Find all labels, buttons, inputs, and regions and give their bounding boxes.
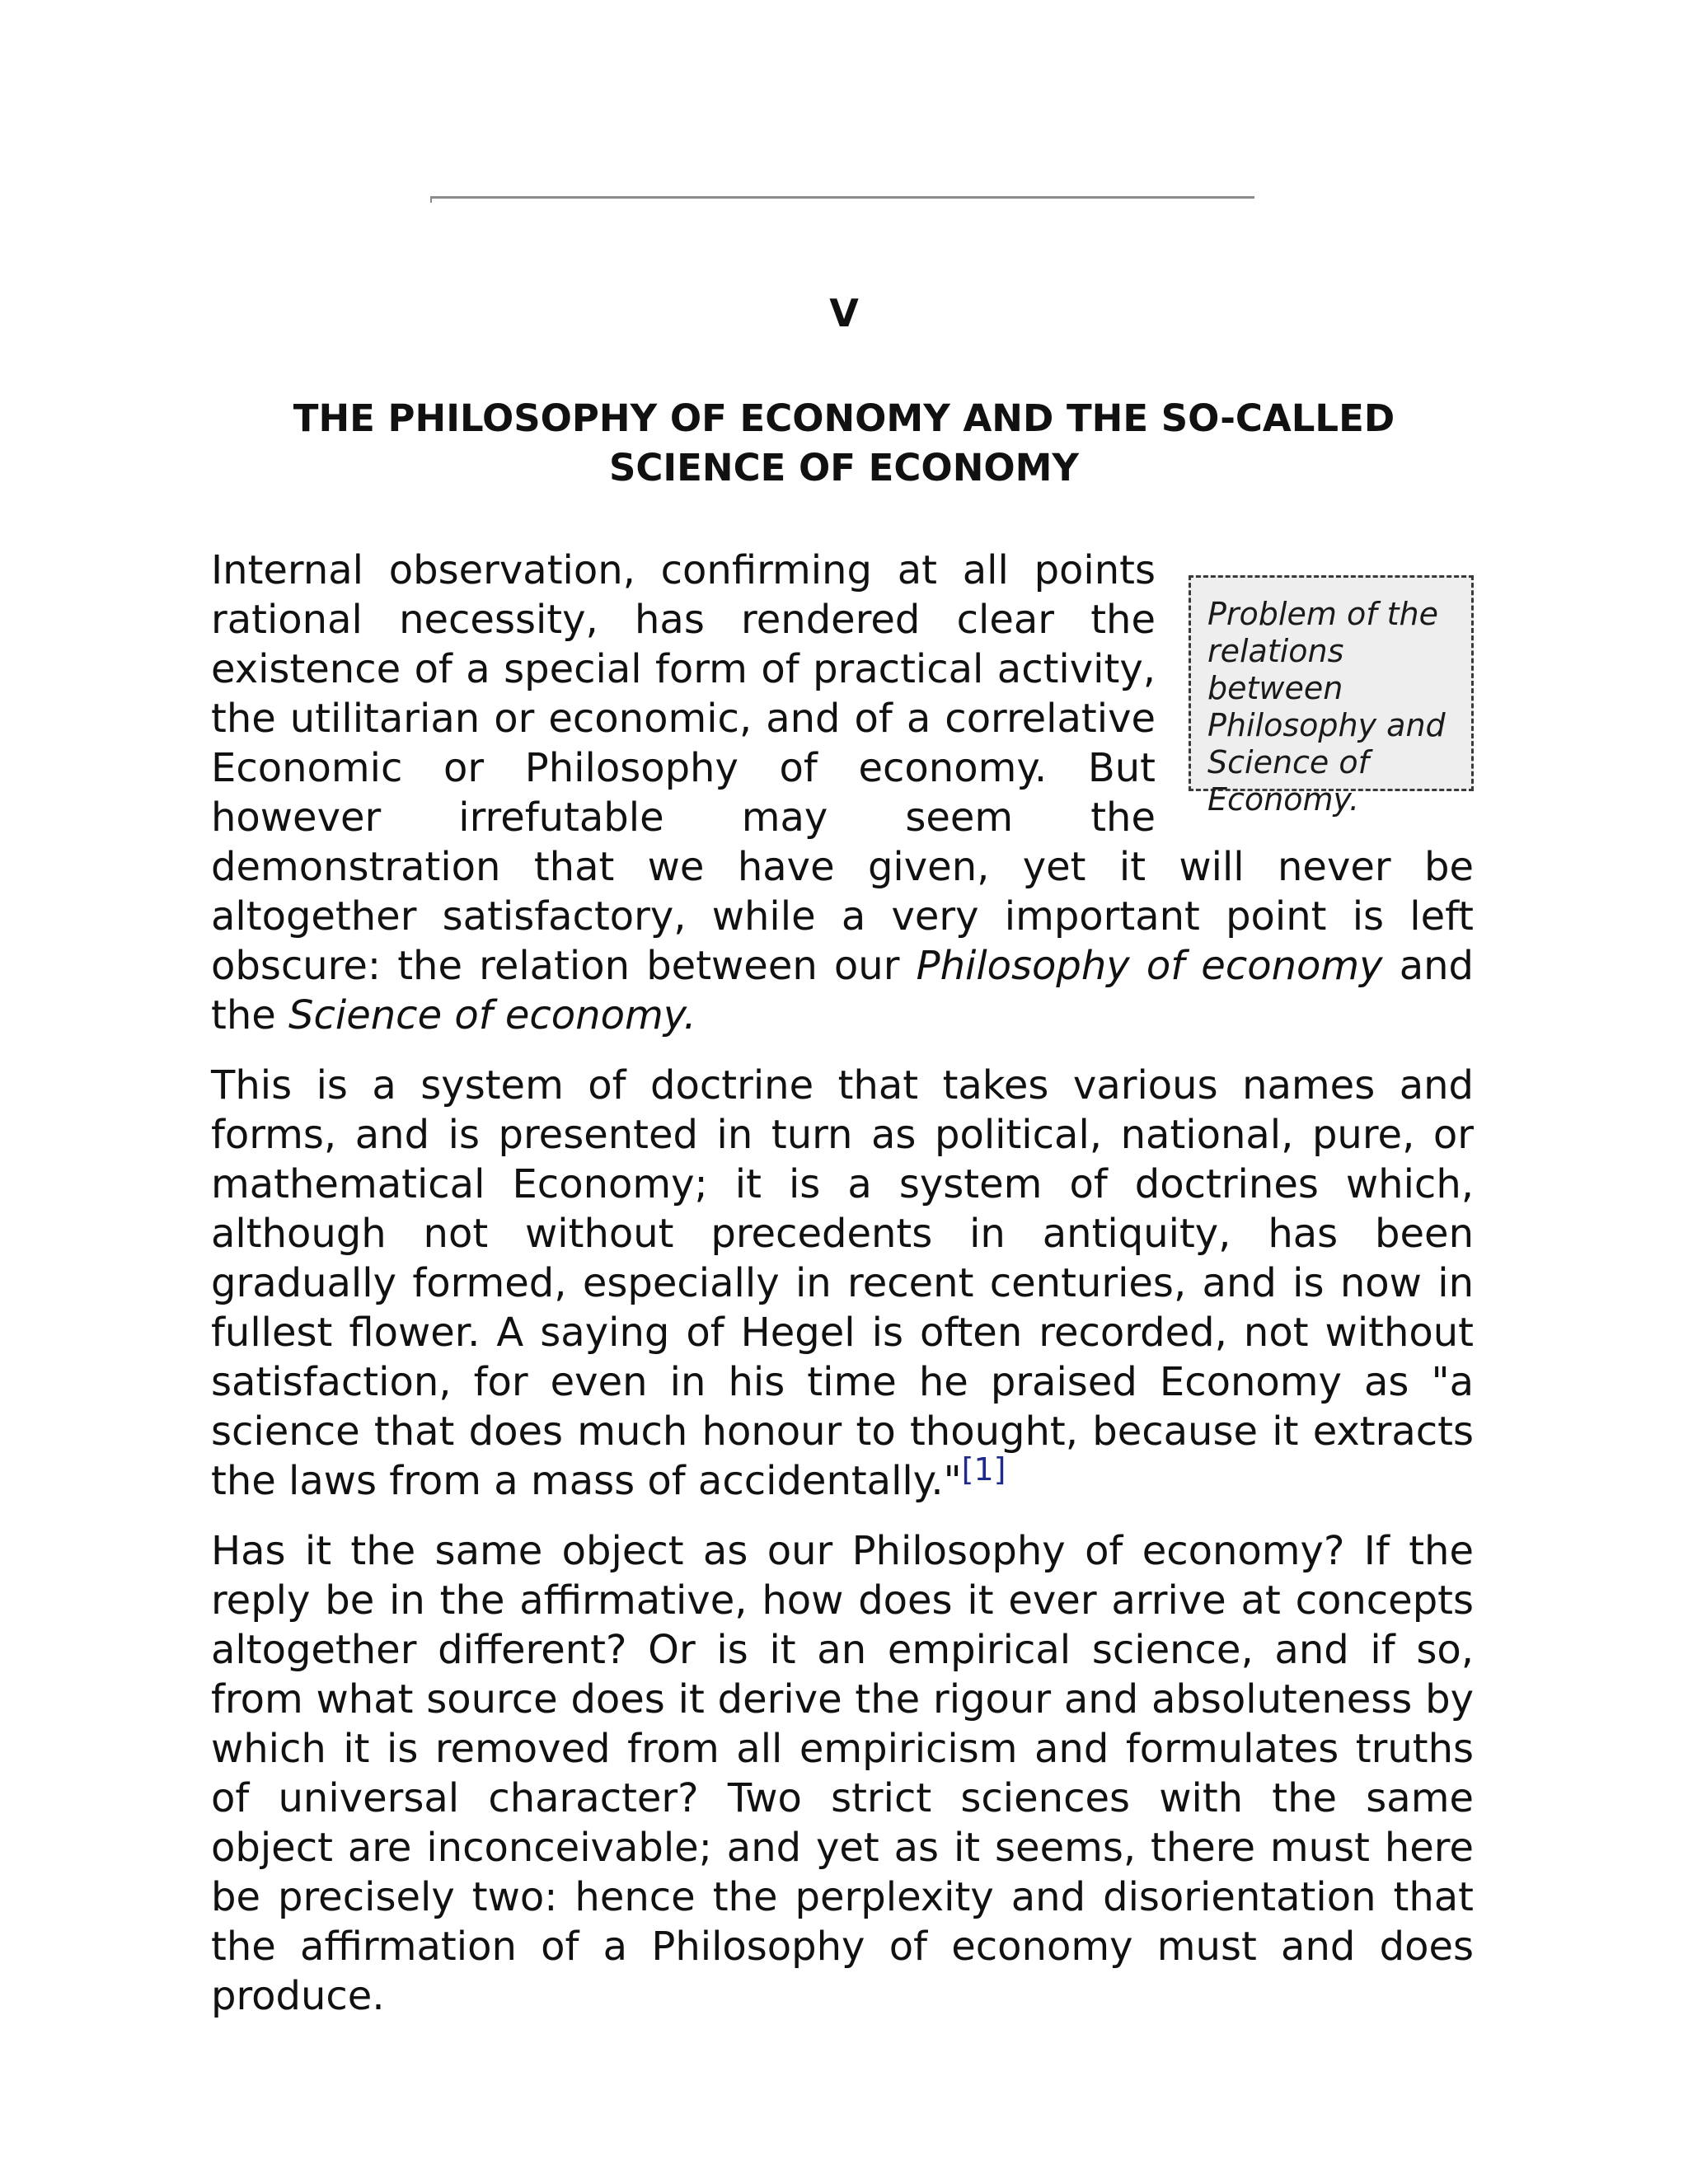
- chapter-number: V: [829, 291, 859, 335]
- top-divider-rule: [430, 196, 1254, 203]
- margin-sidenote: Problem of the relations between Philosophy and Science of Economy.: [1189, 575, 1474, 791]
- paragraph-1-text: Internal observation, confirming at all points rational necessity, has rendered clear the existence of a special form of practical activity, the utilitarian or economic, and of a correlative Economic or Philosophy of economy. But however irrefutable may seem the demonstration that we have given, yet it will never be altogether satisfactory, while a very important point is left obscure: the relation between our: [211, 547, 1474, 989]
- paragraph-2: [211, 1061, 1474, 1506]
- footnote-link-1[interactable]: [1]: [961, 1451, 1006, 1488]
- paragraph-2-text: This is a system of doctrine that takes various names and forms, and is presented in turn as political, national, pure, or mathematical Economy; it is a system of doctrines which, although not without precedents in antiquity, has been gradually formed, especially in recent centuries, and is now in fullest flower. A saying of Hegel is often recorded, not without satisfaction, for even in his time he praised Economy as "a science that does much honour to thought, because it extracts the laws from a mass of accidentally.": [211, 1062, 1474, 1504]
- italic-term-philosophy-of-economy: Philosophy of economy: [916, 943, 1383, 989]
- paragraph-1: [211, 546, 1474, 1040]
- italic-term-science-of-economy: Science of economy.: [288, 992, 696, 1038]
- paragraph-3: [211, 1526, 1474, 2021]
- paragraph-1-connector: and the: [211, 943, 1475, 1038]
- paragraph-3-text: Has it the same object as our Philosophy of economy? If the reply be in the affirmative, how does it ever arrive at concepts altogether different? Or is it an empirical science, and if so, from what source does it derive the rigour and absoluteness by which it is removed from all empiricism and formulates truths of universal character? Two strict sciences with the same object are inconceivable; and yet as it seems, there must here be precisely two: hence the perplexity and disorientation that the affirmation of a Philosophy of economy must and does produce.: [211, 1528, 1474, 2019]
- chapter-body: [211, 546, 1474, 2041]
- chapter-title: THE PHILOSOPHY OF ECONOMY AND THE SO-CALLED SCIENCE OF ECONOMY: [293, 396, 1395, 490]
